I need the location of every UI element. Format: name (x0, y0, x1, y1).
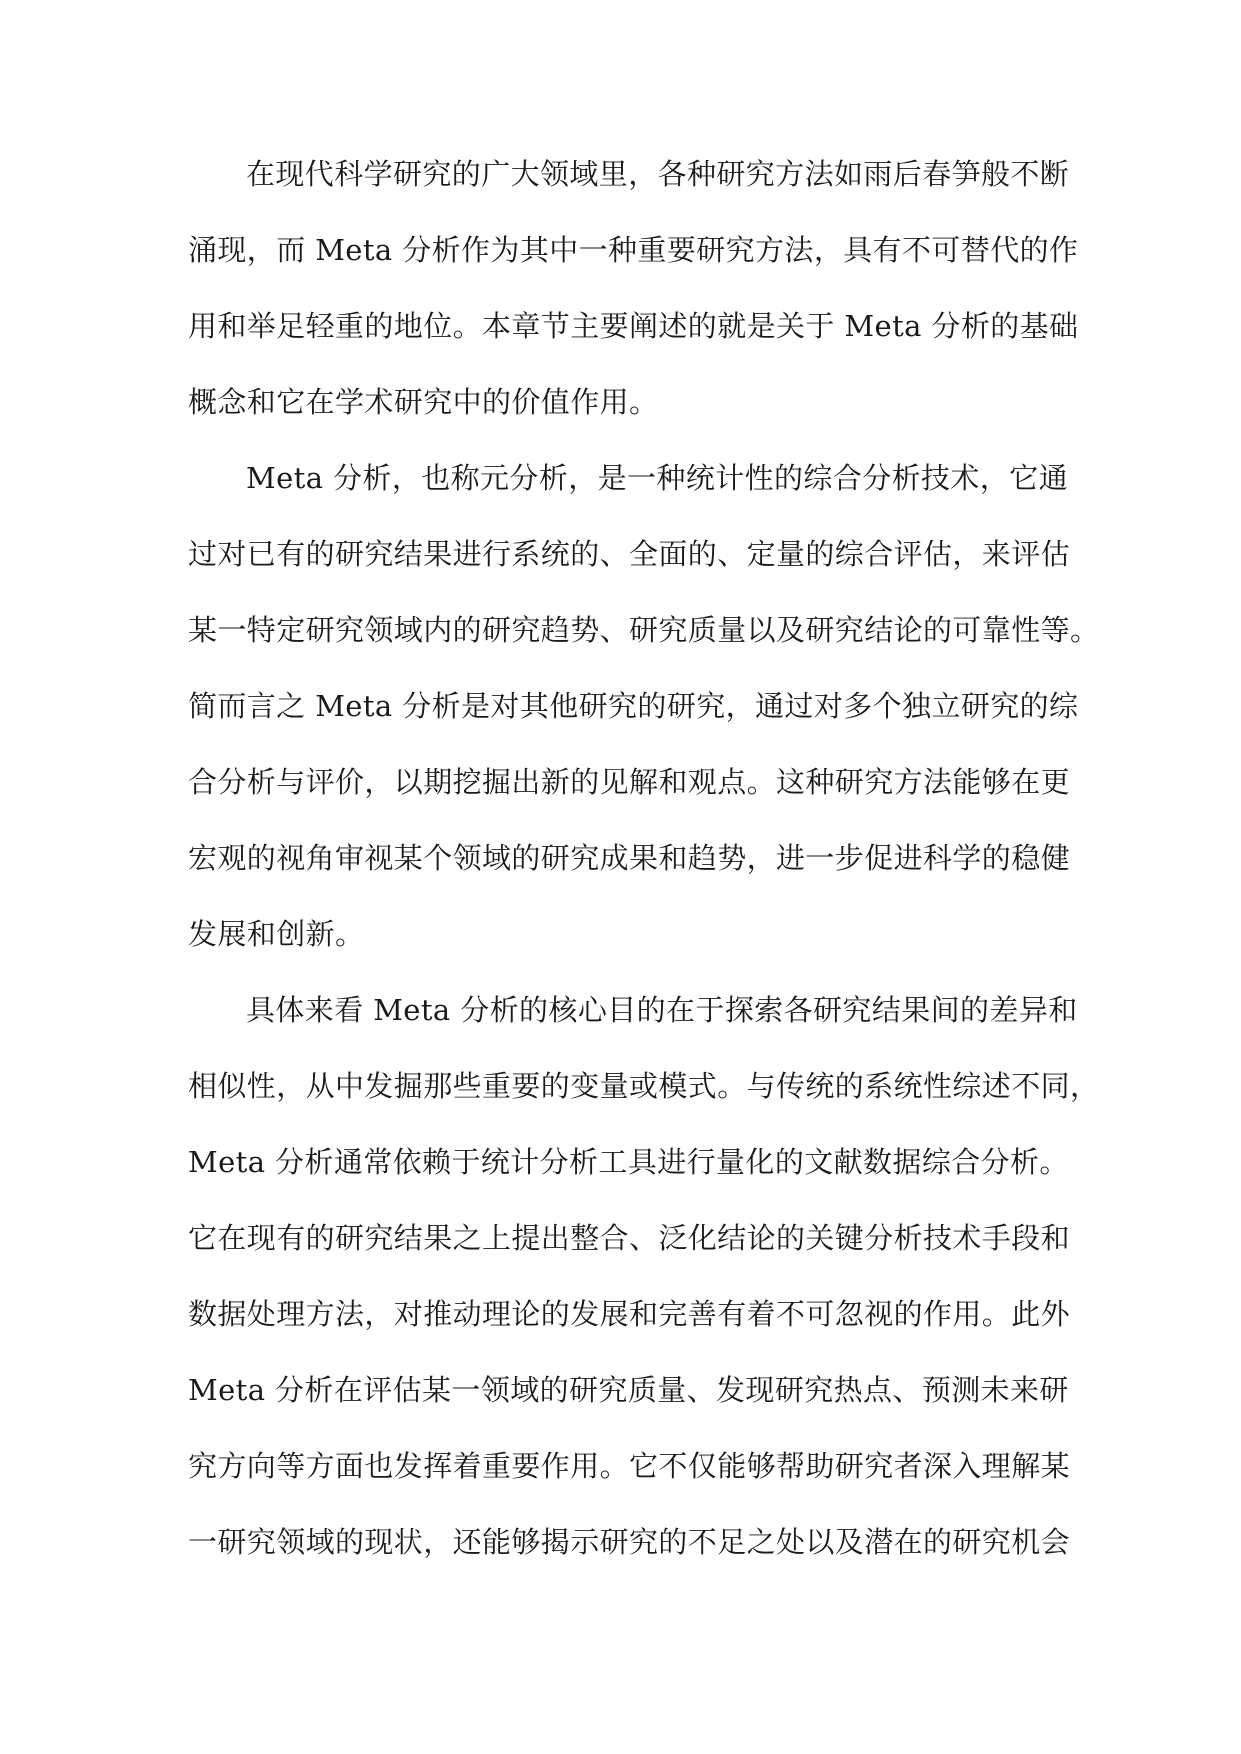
text-line: 合分析与评价，以期挖掘出新的见解和观点。这种研究方法能够在更 (188, 765, 1071, 799)
text-line: Meta 分析通常依赖于统计分析工具进行量化的文献数据综合分析。 (188, 1145, 1069, 1179)
text-line: 概念和它在学术研究中的价值作用。 (188, 385, 659, 419)
body-text (188, 136, 1100, 1580)
text-line: Meta 分析在评估某一领域的研究质量、发现研究热点、预测未来研 (188, 1373, 1069, 1407)
text-line: 过对已有的研究结果进行系统的、全面的、定量的综合评估，来评估 (188, 537, 1071, 571)
text-line: 一研究领域的现状，还能够揭示研究的不足之处以及潜在的研究机会 (188, 1525, 1071, 1559)
text-line: 相似性，从中发掘那些重要的变量或模式。与传统的系统性综述不同， (188, 1069, 1100, 1103)
paragraph-1 (188, 136, 1079, 440)
text-line: 在现代科学研究的广大领域里，各种研究方法如雨后春笋般不断 (246, 157, 1070, 191)
text-line: 究方向等方面也发挥着重要作用。它不仅能够帮助研究者深入理解某 (188, 1449, 1071, 1483)
text-line: 用和举足轻重的地位。本章节主要阐述的就是关于 Meta 分析的基础 (188, 309, 1079, 343)
paragraph-2 (188, 440, 1100, 972)
paragraph-3 (188, 972, 1100, 1580)
text-line: 某一特定研究领域内的研究趋势、研究质量以及研究结论的可靠性等。 (188, 613, 1100, 647)
text-line: 简而言之 Meta 分析是对其他研究的研究，通过对多个独立研究的综 (188, 689, 1079, 723)
text-line: 宏观的视角审视某个领域的研究成果和趋势，进一步促进科学的稳健 (188, 841, 1071, 875)
text-line: 发展和创新。 (188, 917, 365, 951)
text-line: 涌现，而 Meta 分析作为其中一种重要研究方法，具有不可替代的作 (188, 233, 1079, 267)
text-line: 数据处理方法，对推动理论的发展和完善有着不可忽视的作用。此外 (188, 1297, 1071, 1331)
text-line: 它在现有的研究结果之上提出整合、泛化结论的关键分析技术手段和 (188, 1221, 1071, 1255)
text-line: Meta 分析，也称元分析，是一种统计性的综合分析技术，它通 (246, 461, 1069, 495)
text-line: 具体来看 Meta 分析的核心目的在于探索各研究结果间的差异和 (246, 993, 1078, 1027)
